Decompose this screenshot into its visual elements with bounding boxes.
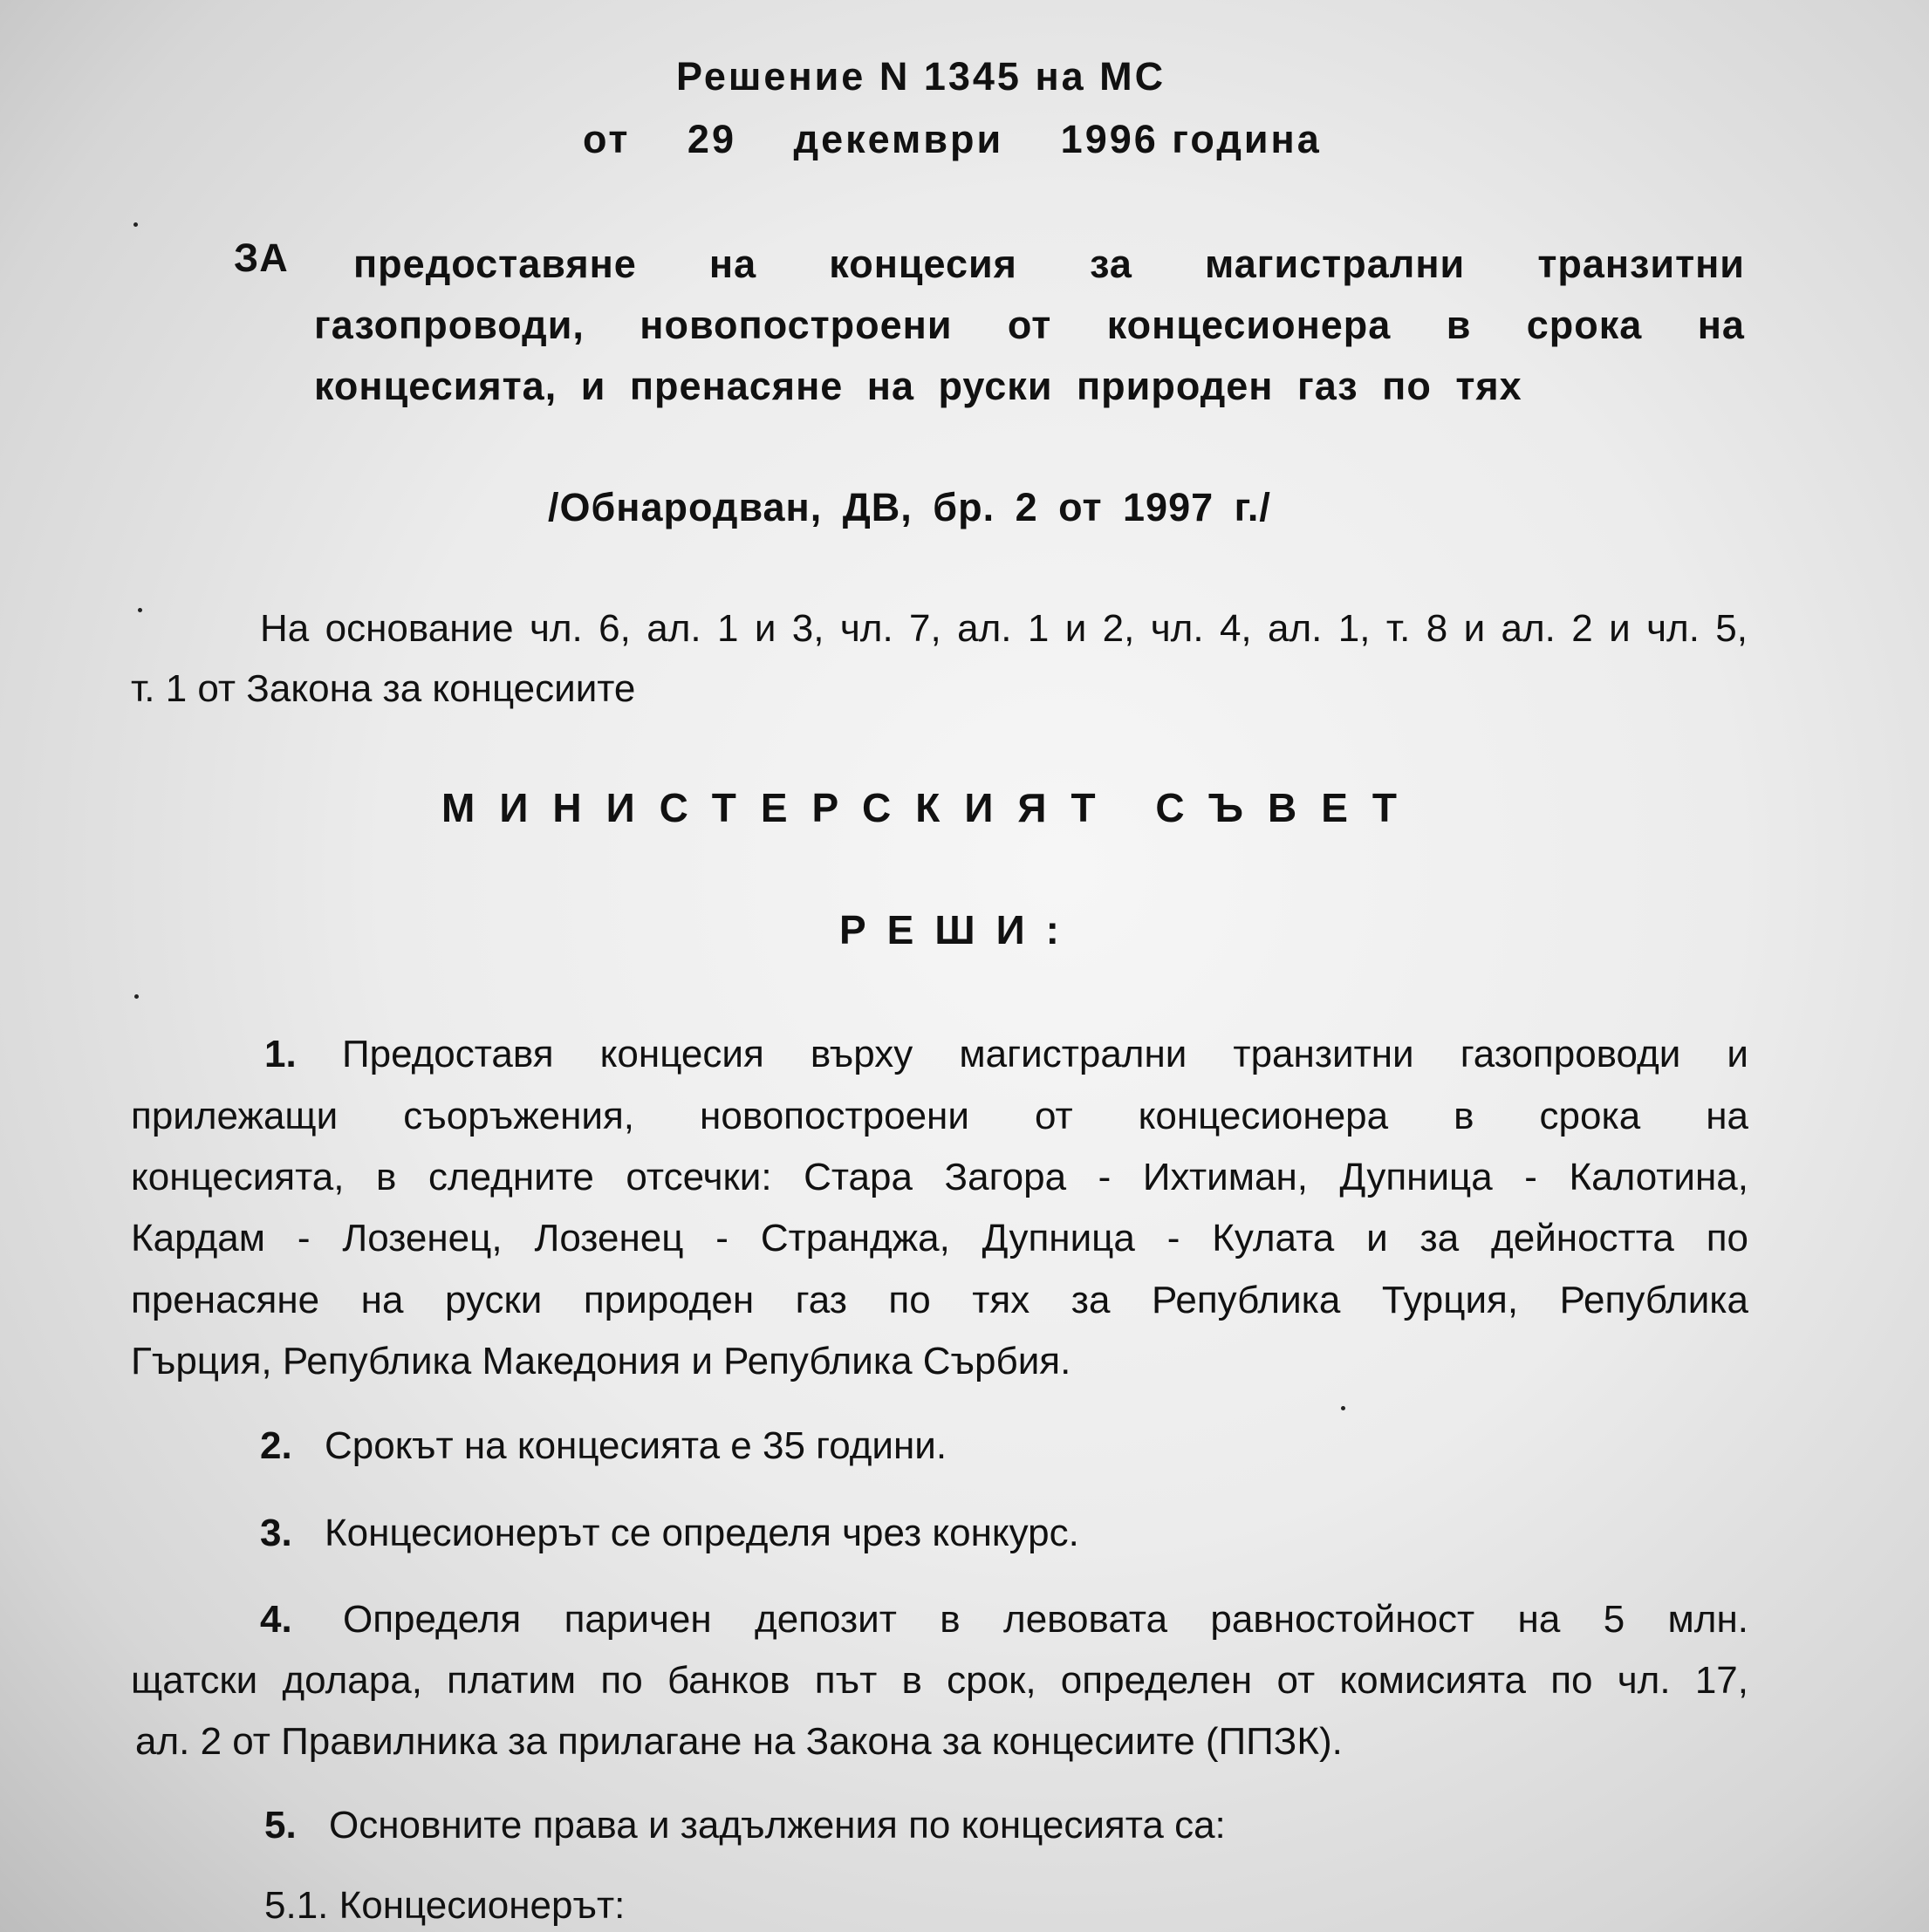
decision-date (583, 117, 1322, 162)
decision-title: Решение N 1345 на МС (676, 54, 1166, 99)
subject-word: концесия (829, 242, 1017, 286)
preamble-line-2: т. 1 от Закона за концесиите (131, 667, 636, 710)
item-1-line-3: концесията, в следните отсечки: Стара Загора - Ихтиман, Дупница - Калотина, (131, 1156, 1748, 1198)
subject-word: на (1697, 303, 1745, 347)
subject-line-2 (314, 303, 1745, 348)
item-1-line-5: пренасяне на руски природен газ по тях за Република Турция, Република (131, 1279, 1748, 1321)
item-5-number: 5. (264, 1804, 297, 1847)
item-4-number: 4. (260, 1598, 292, 1641)
subject-word: в (1446, 303, 1472, 347)
subject-word: концесионера (1106, 303, 1392, 347)
scan-speck (1341, 1406, 1345, 1410)
item-2-number: 2. (260, 1424, 292, 1467)
council-heading: МИНИСТЕРСКИЯТ СЪВЕТ (441, 785, 1421, 830)
item-4-line-2: щатски долара, платим по банков път в срок, определен от комисията по чл. 17, (131, 1659, 1748, 1702)
item-3-text: Концесионерът се определя чрез конкурс. (325, 1512, 1079, 1554)
item-1-line-4: Кардам - Лозенец, Лозенец - Странджа, Дупница - Кулата и за дейността по (131, 1217, 1748, 1260)
date-day: 29 (687, 117, 736, 161)
item-1-line-6: Гърция, Република Македония и Република Сърбия. (131, 1340, 1071, 1382)
scan-speck (134, 994, 139, 999)
item-4-line-3: ал. 2 от Правилника за прилагане на Закона за концесиите (ППЗК). (135, 1720, 1343, 1763)
subject-line-3: концесията, и пренасяне на руски природен газ по тях (314, 364, 1522, 408)
item-4-line-1: Определя паричен депозит в левовата равностойност на 5 млн. (343, 1598, 1748, 1641)
subject-word: за (1090, 242, 1132, 286)
subject-line-1 (353, 242, 1745, 287)
item-2-text: Срокът на концесията е 35 години. (325, 1424, 947, 1467)
date-prefix: от (583, 117, 631, 161)
date-month: декември (793, 117, 1004, 161)
subject-word: магистрални (1205, 242, 1466, 286)
item-1-number: 1. (264, 1033, 297, 1075)
item-1-line-1: Предоставя концесия върху магистрални транзитни газопроводи и (342, 1033, 1748, 1075)
subject-word: транзитни (1537, 242, 1745, 286)
subject-word: срока (1526, 303, 1643, 347)
subject-word: газопроводи, (314, 303, 585, 347)
preamble-line-1: На основание чл. 6, ал. 1 и 3, чл. 7, ал. 1 и 2, чл. 4, ал. 1, т. 8 и ал. 2 и чл. 5, (260, 607, 1748, 650)
subject-word: от (1007, 303, 1052, 347)
subject-prefix: ЗА (234, 236, 289, 280)
subject-word: на (708, 242, 757, 286)
subject-word: предоставяне (353, 242, 637, 286)
scan-speck (133, 222, 138, 227)
scan-speck (138, 608, 142, 612)
item-5-1-text: 5.1. Концесионерът: (264, 1884, 626, 1927)
subject-word: новопостроени (640, 303, 953, 347)
decided-heading: РЕШИ: (839, 907, 1080, 952)
item-1-line-2: прилежащи съоръжения, новопостроени от концесионера в срока на (131, 1095, 1748, 1137)
date-year: 1996 година (1060, 117, 1322, 161)
item-5-text: Основните права и задължения по концесията са: (329, 1804, 1226, 1847)
publication-note: /Обнародван, ДВ, бр. 2 от 1997 г./ (548, 485, 1271, 529)
item-3-number: 3. (260, 1512, 292, 1554)
